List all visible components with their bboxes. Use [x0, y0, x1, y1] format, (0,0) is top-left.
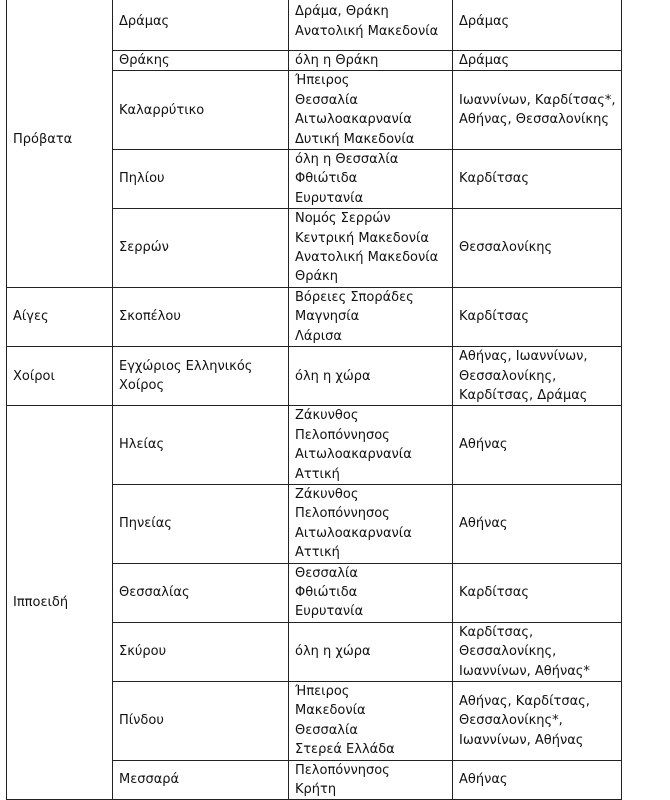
- breed-cell: Πηνείας: [113, 484, 289, 563]
- breed-cell: Ηλείας: [113, 406, 289, 485]
- centers-cell: [453, 209, 622, 288]
- breed-cell: Σκύρου: [113, 622, 289, 681]
- regions-cell: [289, 622, 453, 681]
- region-line: Θεσσαλία: [295, 722, 358, 738]
- center-line: Αθήνας, Καρδίτσας,: [459, 693, 590, 709]
- breeds-table: [6, 0, 622, 800]
- breed-cell: Εγχώριος Ελληνικός Χοίρος: [113, 347, 289, 406]
- center-line: Θεσσαλονίκης,: [459, 368, 557, 384]
- center-line: Δράμας: [459, 53, 510, 68]
- regions-cell: [289, 0, 453, 51]
- region-line: Θεσσαλία: [295, 92, 358, 108]
- center-line: Ιωαννίνων, Καρδίτσας*,: [459, 92, 616, 108]
- region-line: Πελοπόννησος: [295, 427, 390, 443]
- centers-cell: [453, 150, 622, 209]
- center-line: Καρδίτσας: [459, 309, 529, 325]
- center-line: Καρδίτσας: [459, 171, 529, 187]
- centers-cell: [453, 484, 622, 563]
- region-line: Αιτωλοακαρνανία: [295, 112, 412, 128]
- regions-cell: [289, 406, 453, 485]
- region-line: Ζάκυνθος: [295, 408, 359, 424]
- region-line: Πελοπόννησος: [295, 762, 390, 778]
- region-line: Βόρειες Σποράδες: [295, 289, 414, 305]
- region-line: Αιτωλοακαρνανία: [295, 525, 412, 541]
- regions-cell: [289, 51, 453, 71]
- table-body: [7, 0, 622, 800]
- region-line: Αιτωλοακαρνανία: [295, 447, 412, 463]
- table-row: [7, 287, 622, 346]
- breed-cell: Θράκης: [113, 51, 289, 71]
- centers-cell: [453, 563, 622, 622]
- regions-cell: [289, 563, 453, 622]
- center-line: Αθήνας, Θεσσαλονίκης: [459, 112, 609, 128]
- regions-cell: [289, 150, 453, 209]
- centers-cell: [453, 682, 622, 761]
- region-line: Πελοπόννησος: [295, 506, 390, 522]
- regions-cell: [289, 71, 453, 150]
- centers-cell: [453, 71, 622, 150]
- region-line: Δράμα, Θράκη: [295, 4, 389, 20]
- centers-cell: [453, 287, 622, 346]
- region-line: όλη η Θράκη: [295, 53, 379, 68]
- center-line: Αθήνας: [459, 772, 508, 788]
- breed-cell: Θεσσαλίας: [113, 563, 289, 622]
- region-line: Ανατολική Μακεδονία: [295, 23, 439, 39]
- center-line: Ιωαννίνων, Αθήνας: [459, 732, 584, 748]
- region-line: Ήπειρος: [295, 73, 350, 89]
- regions-cell: [289, 209, 453, 288]
- breed-cell: Καλαρρύτικο: [113, 71, 289, 150]
- region-line: όλη η χώρα: [295, 644, 371, 660]
- region-line: Μαγνησία: [295, 309, 360, 325]
- centers-cell: [453, 406, 622, 485]
- center-line: Καρδίτσας, Δράμας: [459, 387, 588, 403]
- center-line: Καρδίτσας: [459, 584, 529, 600]
- region-line: Αττική: [295, 545, 340, 561]
- breed-cell: Σκοπέλου: [113, 287, 289, 346]
- breed-cell: Πίνδου: [113, 682, 289, 761]
- region-line: Ανατολική Μακεδονία: [295, 250, 439, 266]
- region-line: Θράκη: [295, 269, 338, 285]
- region-line: Μακεδονία: [295, 703, 366, 719]
- table-row: [7, 0, 622, 51]
- animal-cell: Ιπποειδή: [7, 406, 113, 800]
- center-line: Αθήνας, Ιωαννίνων,: [459, 349, 588, 365]
- animal-cell: Χοίροι: [7, 347, 113, 406]
- region-line: όλη η χώρα: [295, 368, 371, 384]
- region-line: Ήπειρος: [295, 684, 350, 699]
- center-line: Δράμας: [459, 13, 510, 29]
- centers-cell: [453, 622, 622, 681]
- center-line: Αθήνας: [459, 516, 508, 532]
- region-line: Ζάκυνθος: [295, 486, 359, 502]
- region-line: Ευρυτανία: [295, 190, 364, 206]
- center-line: Θεσσαλονίκης: [459, 240, 553, 256]
- region-line: Ευρυτανία: [295, 604, 364, 620]
- table-row: [7, 347, 622, 406]
- region-line: Δυτική Μακεδονία: [295, 131, 415, 147]
- center-line: Θεσσαλονίκης*,: [459, 713, 563, 729]
- breed-cell: Πηλίου: [113, 150, 289, 209]
- region-line: Στερεά Ελλάδα: [295, 742, 395, 758]
- regions-cell: [289, 682, 453, 761]
- centers-cell: [453, 347, 622, 406]
- regions-cell: [289, 347, 453, 406]
- regions-cell: [289, 287, 453, 346]
- breed-cell: Σερρών: [113, 209, 289, 288]
- region-line: όλη η Θεσσαλία: [295, 152, 399, 168]
- center-line: Θεσσαλονίκης,: [459, 644, 557, 660]
- center-line: Αθήνας: [459, 437, 508, 453]
- centers-cell: [453, 760, 622, 800]
- breed-cell: Μεσσαρά: [113, 760, 289, 800]
- region-line: Κρήτη: [295, 782, 337, 798]
- table-row: [7, 406, 622, 485]
- regions-cell: [289, 484, 453, 563]
- breed-cell: Δράμας: [113, 0, 289, 51]
- region-line: Κεντρική Μακεδονία: [295, 230, 429, 246]
- centers-cell: [453, 0, 622, 51]
- region-line: Νομός Σερρών: [295, 211, 391, 227]
- center-line: Καρδίτσας,: [459, 624, 534, 640]
- center-line: Ιωαννίνων, Αθήνας*: [459, 663, 590, 679]
- region-line: Φθιώτιδα: [295, 584, 358, 600]
- region-line: Φθιώτιδα: [295, 171, 358, 187]
- region-line: Αττική: [295, 466, 340, 482]
- centers-cell: [453, 51, 622, 71]
- animal-cell: Πρόβατα: [7, 0, 113, 287]
- animal-cell: Αίγες: [7, 287, 113, 346]
- regions-cell: [289, 760, 453, 800]
- region-line: Λάρισα: [295, 328, 342, 344]
- region-line: Θεσσαλία: [295, 565, 358, 581]
